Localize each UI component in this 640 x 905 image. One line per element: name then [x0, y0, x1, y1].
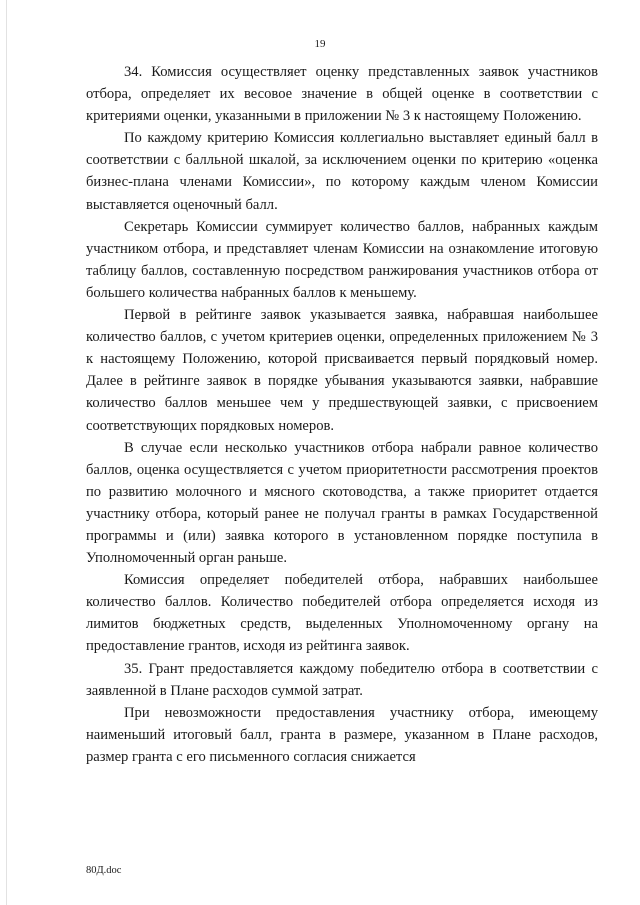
- page-number: 19: [314, 38, 326, 50]
- paragraph-grant-reduction: При невозможности предоставления участнику отбора, имеющему наименьший итоговый балл, гранта в размере, указанном в Плане расходов, размер гранта с его письменного согласия снижается: [86, 704, 598, 765]
- paragraph-equal-scores: В случае если несколько участников отбора набрали равное количество баллов, оценка осуществляется с учетом приоритетности рассмотрения проектов по развитию молочного и мясного скотоводства, а также приоритет отдается участнику отбора, который ранее не получал гранты в рамках Государственной программы и (или) заявка которого в установленном порядке поступила в Уполномоченный орган раньше.: [86, 439, 598, 567]
- paragraph-secretary-summary: Секретарь Комиссии суммирует количество баллов, набранных каждым участником отбора, и представляет членам Комиссии на ознакомление итоговую таблицу баллов, составленную посредством ранжирования участников отбора от большего количества набранных баллов к меньшему.: [86, 218, 598, 301]
- paragraph-34: 34. Комиссия осуществляет оценку представленных заявок участников отбора, определяет их весовое значение в общей оценке в соответствии с критериями оценки, указанными в приложении № 3 к настоящему Положению.: [86, 64, 598, 125]
- paragraph-rating-order: Первой в рейтинге заявок указывается заявка, набравшая наибольшее количество баллов, с учетом критериев оценки, определенных приложением № 3 к настоящему Положению, которой присваивается первый порядковый номер. Далее в рейтинге заявок в порядке убывания указываются заявки, набравшие количество баллов меньшее чем у предшествующей заявки, с присвоением соответствующих порядковых номеров.: [86, 307, 598, 434]
- footer-filename: 80Д.doc: [86, 865, 122, 876]
- paragraph-criteria-scoring: По каждому критерию Комиссия коллегиально выставляет единый балл в соответствии с балльной шкалой, за исключением оценки по критерию «оценка бизнес-плана членами Комиссии», по которому каждым членом Комиссии выставляется оценочный балл.: [86, 130, 598, 213]
- document-body: [86, 61, 598, 768]
- page-edge: [6, 0, 7, 905]
- paragraph-winners: Комиссия определяет победителей отбора, набравших наибольшее количество баллов. Количество победителей отбора определяется исходя из лимитов бюджетных средств, выделенных Уполномоченному органу на предоставление грантов, исходя из рейтинга заявок.: [86, 572, 598, 655]
- paragraph-35: 35. Грант предоставляется каждому победителю отбора в соответствии с заявленной в Плане расходов суммой затрат.: [86, 660, 598, 699]
